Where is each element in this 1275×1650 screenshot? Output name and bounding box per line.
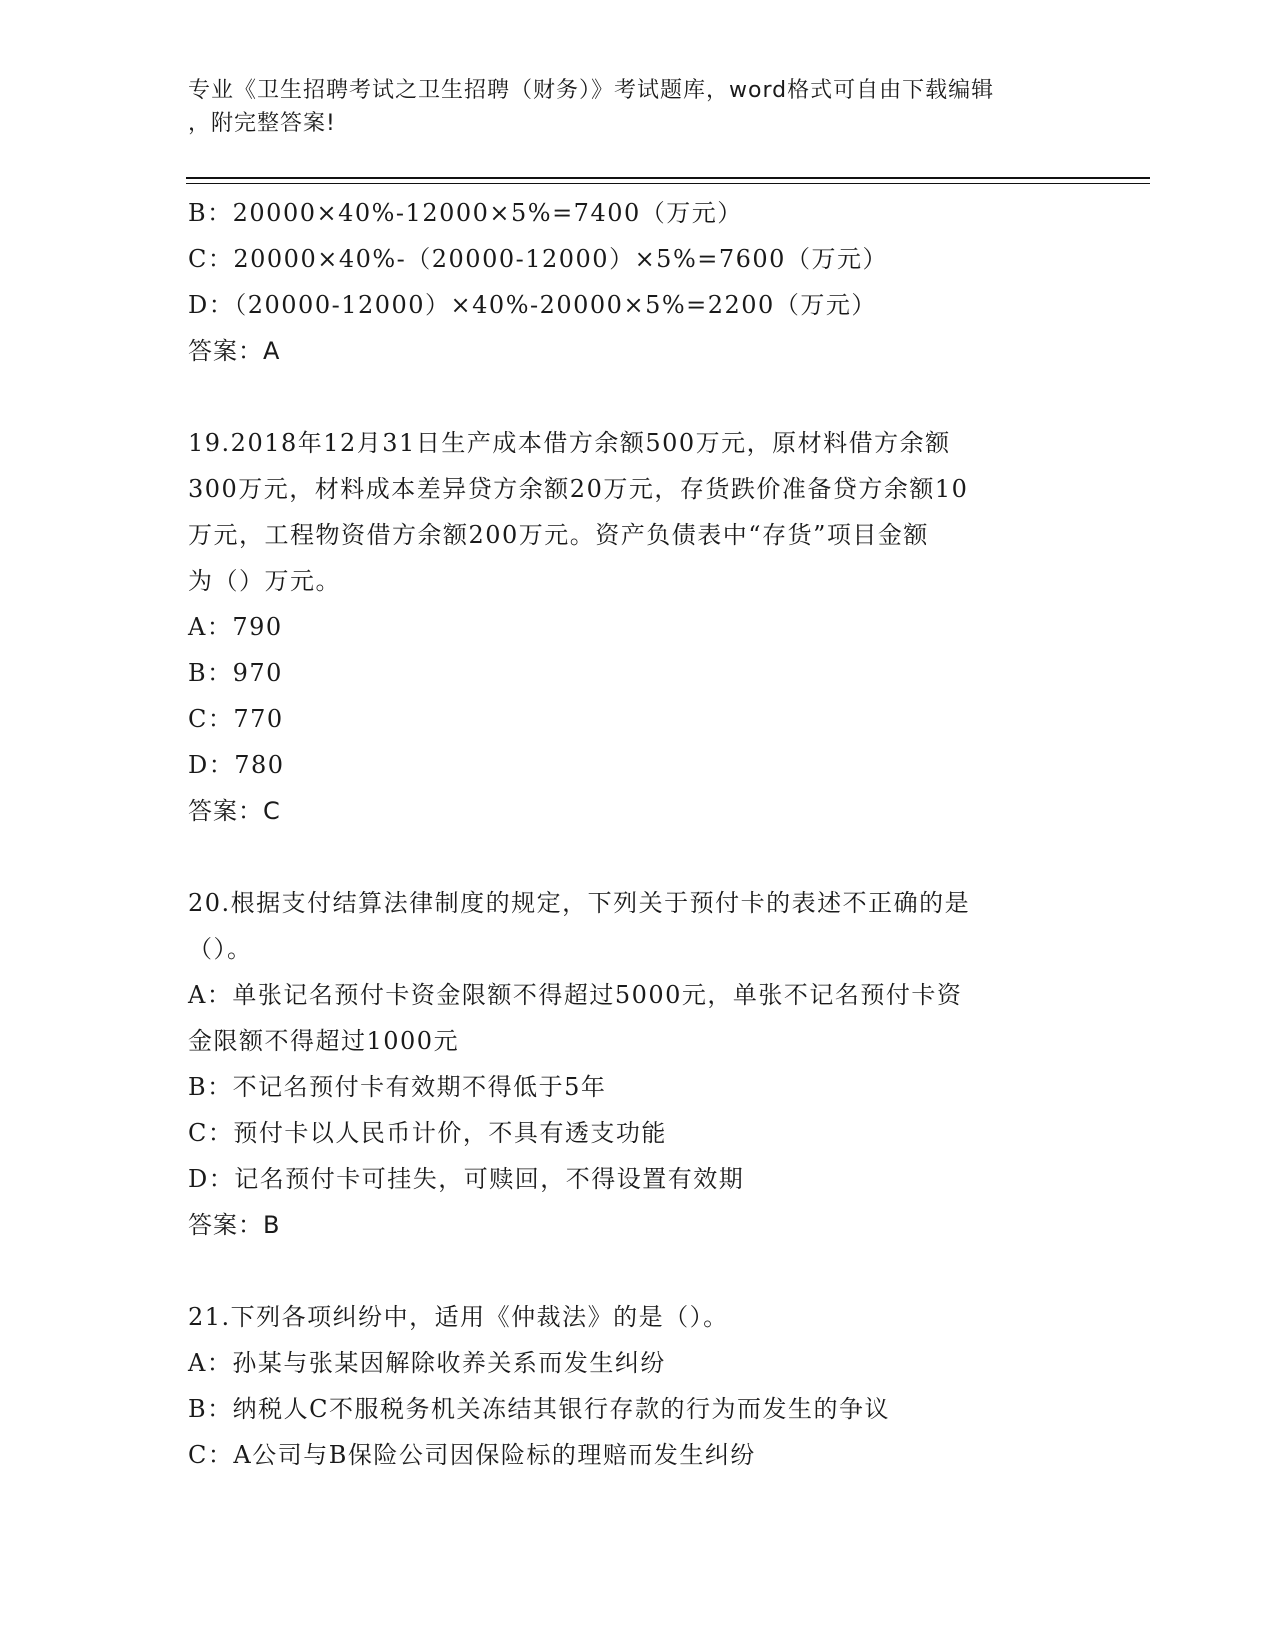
answer: 答案：C (188, 797, 281, 825)
option-a: A：单张记名预付卡资金限额不得超过5000元，单张不记名预付卡资 (188, 981, 963, 1009)
question-stem: 19.2018年12月31日生产成本借方余额500万元，原材料借方余额 (188, 429, 951, 457)
option-c: C：770 (188, 705, 284, 733)
option-a: A：790 (188, 613, 283, 641)
header-line-2: ，附完整答案! (188, 111, 336, 136)
header-rule-thin (186, 183, 1150, 184)
answer: 答案：A (188, 337, 281, 365)
page-header (188, 74, 1088, 140)
option-b: B：不记名预付卡有效期不得低于5年 (188, 1073, 607, 1101)
option-b: B：970 (188, 659, 283, 687)
header-line-1: 专业《卫生招聘考试之卫生招聘（财务）》考试题库，word格式可自由下载编辑 (188, 78, 995, 103)
question-stem: 为（）万元。 (188, 567, 341, 595)
question-18 (188, 190, 1088, 374)
answer: 答案：B (188, 1211, 281, 1239)
option-d: D：780 (188, 751, 285, 779)
option-c: C：20000×40%-（20000-12000）×5%=7600（万元） (188, 245, 888, 273)
question-stem: 20.根据支付结算法律制度的规定，下列关于预付卡的表述不正确的是 (188, 889, 971, 917)
option-c: C：预付卡以人民币计价，不具有透支功能 (188, 1119, 667, 1147)
question-stem: （）。 (188, 935, 253, 963)
option-a-continued: 金限额不得超过1000元 (188, 1027, 460, 1055)
option-b: B：纳税人C不服税务机关冻结其银行存款的行为而发生的争议 (188, 1395, 890, 1423)
option-d: D：（20000-12000）×40%-20000×5%=2200（万元） (188, 291, 877, 319)
question-stem: 300万元，材料成本差异贷方余额20万元，存货跌价准备贷方余额10 (188, 475, 969, 503)
option-d: D：记名预付卡可挂失，可赎回，不得设置有效期 (188, 1165, 745, 1193)
question-19 (188, 420, 1088, 834)
question-21 (188, 1294, 1088, 1478)
question-20 (188, 880, 1088, 1248)
header-rule-thick (186, 177, 1150, 179)
option-c: C：A公司与B保险公司因保险标的理赔而发生纠纷 (188, 1441, 756, 1469)
question-stem: 万元，工程物资借方余额200万元。资产负债表中“存货”项目金额 (188, 521, 929, 549)
option-b: B：20000×40%-12000×5%=7400（万元） (188, 199, 743, 227)
question-content (188, 190, 1088, 1478)
option-a: A：孙某与张某因解除收养关系而发生纠纷 (188, 1349, 666, 1377)
question-stem: 21.下列各项纠纷中，适用《仲裁法》的是（）。 (188, 1303, 729, 1331)
